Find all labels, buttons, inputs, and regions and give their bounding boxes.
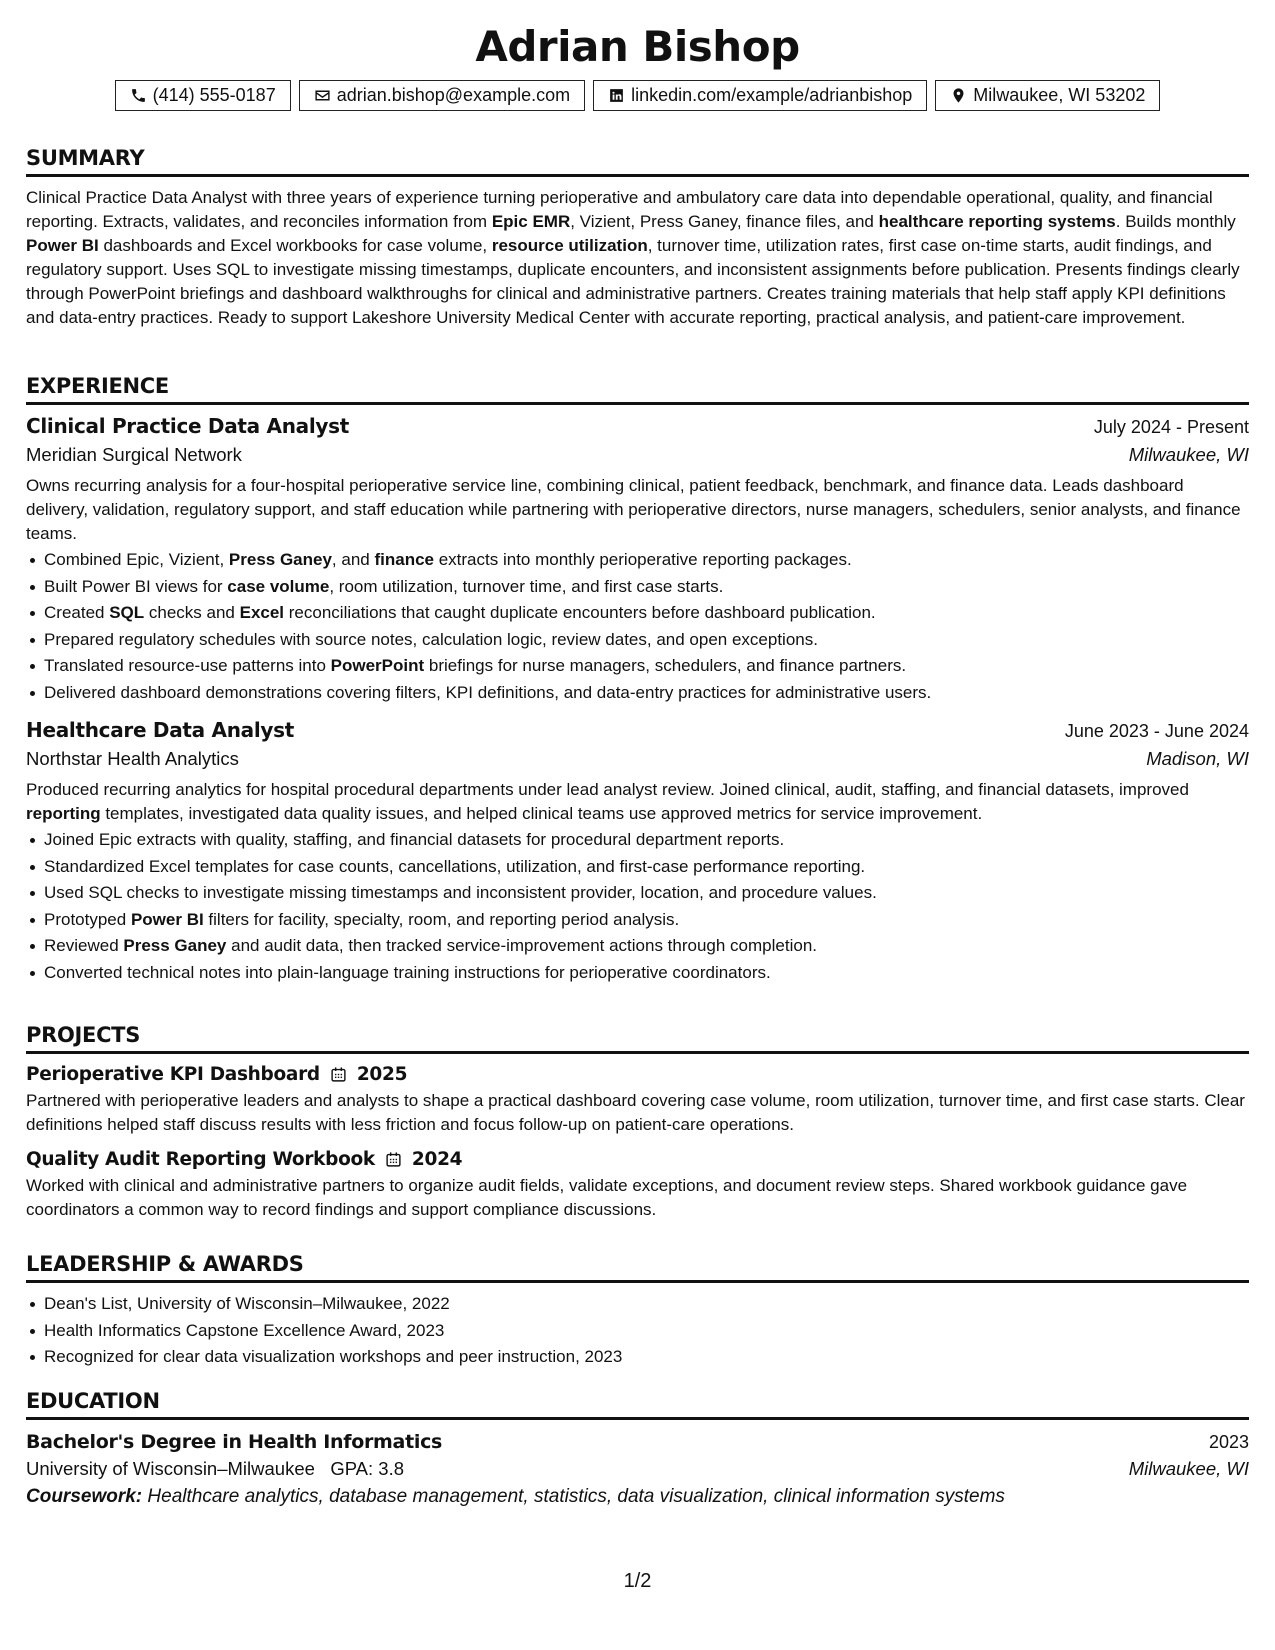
contact-phone (115, 80, 291, 111)
map-pin-icon (950, 87, 967, 104)
award-item: Health Informatics Capstone Excellence Award, 2023 (26, 1318, 1249, 1345)
bullet-item: Prototyped Power BI filters for facility, specialty, room, and reporting period analysis. (26, 907, 1249, 934)
school-name: University of Wisconsin–Milwaukee (26, 1458, 315, 1479)
contact-linkedin[interactable] (593, 80, 927, 111)
bold-term: finance (374, 550, 434, 569)
project-name: Perioperative KPI Dashboard (26, 1064, 320, 1085)
bullet-item: Translated resource-use patterns into PowerPoint briefings for nurse managers, schedulers, and finance partners. (26, 653, 1249, 680)
linkedin-icon (608, 87, 625, 104)
phone-icon (130, 87, 147, 104)
section-title-experience: EXPERIENCE (26, 374, 1249, 405)
bold-term: reporting (26, 804, 101, 823)
section-title-leadership: LEADERSHIP & AWARDS (26, 1252, 1249, 1283)
bullet-item: Built Power BI views for case volume, room utilization, turnover time, and first case starts. (26, 574, 1249, 601)
leadership-section (26, 1252, 1249, 1371)
bold-term: case volume (227, 576, 330, 596)
job-company: Northstar Health Analytics (26, 748, 239, 769)
gpa: GPA: 3.8 (330, 1458, 405, 1479)
contact-bar (0, 80, 1275, 111)
degree-title: Bachelor's Degree in Health Informatics (26, 1431, 443, 1453)
section-title-education: EDUCATION (26, 1389, 1249, 1420)
projects-section (26, 1023, 1249, 1222)
job-dates: July 2024 - Present (1093, 417, 1249, 437)
education-section (26, 1389, 1249, 1508)
bullet-item: Prepared regulatory schedules with source notes, calculation logic, review dates, and open exceptions. (26, 627, 1249, 654)
coursework-label: Coursework: (26, 1486, 143, 1507)
job-entry (26, 414, 1249, 706)
project-description: Partnered with perioperative leaders and analysts to shape a practical dashboard covering case volume, room utilization, turnover time, and first case starts. Clear definitions helped staff discuss results with less friction and focus follow-up on patient-care operations. (26, 1091, 1245, 1134)
job-title: Healthcare Data Analyst (26, 718, 294, 742)
coursework-line (26, 1486, 1249, 1508)
summary-section (26, 146, 1249, 330)
bullet-item: Delivered dashboard demonstrations covering filters, KPI definitions, and data-entry practices for administrative users. (26, 680, 1249, 707)
bullet-item: Converted technical notes into plain-language training instructions for perioperative coordinators. (26, 960, 1249, 987)
envelope-icon (314, 87, 331, 104)
summary-text: Clinical Practice Data Analyst with three years of experience turning perioperative and ambulatory care data into dependable operational, quality, and financial reporting. Extracts, validates, and reconciles information from Epic EMR, Vizient, Press Ganey, finance files, and healthcare reporting systems. Builds monthly Power BI dashboards and Excel workbooks for case volume, resource utilization, turnover time, utilization rates, first case on-time starts, audit findings, and regulatory support. Uses SQL to investigate missing timestamps, duplicate encounters, and inconsistent assignments before publication. Presents findings clearly through PowerPoint briefings and dashboard walkthroughs for clinical and administrative partners. Creates training materials that help staff apply KPI definitions and data-entry practices. Ready to support Lakeshore University Medical Center with accurate reporting, practical analysis, and patient-care improvement. (26, 188, 1240, 327)
bullet-item: Standardized Excel templates for case counts, cancellations, utilization, and first-case performance reporting. (26, 854, 1249, 881)
project-year: 2025 (356, 1064, 408, 1085)
project-year: 2024 (411, 1149, 463, 1170)
graduation-year: 2023 (1208, 1432, 1249, 1452)
job-title: Clinical Practice Data Analyst (26, 414, 350, 438)
bold-term: Power BI (130, 909, 204, 929)
project-entry (26, 1064, 1249, 1137)
job-location: Milwaukee, WI (1128, 444, 1249, 465)
project-entry (26, 1149, 1249, 1222)
bold-term: Power BI (26, 236, 99, 255)
project-description: Worked with clinical and administrative partners to organize audit fields, validate exceptions, and document review steps. Shared workbook guidance gave coordinators a common way to record findings and support compliance discussions. (26, 1176, 1188, 1219)
project-name: Quality Audit Reporting Workbook (26, 1149, 375, 1170)
page-number: 1/2 (623, 1570, 652, 1592)
bold-term: Press Ganey (123, 936, 227, 955)
job-dates: June 2023 - June 2024 (1064, 721, 1249, 741)
section-title-summary: SUMMARY (26, 146, 1249, 177)
award-item: Recognized for clear data visualization workshops and peer instruction, 2023 (26, 1344, 1249, 1371)
bold-term: PowerPoint (330, 656, 425, 675)
bold-term: healthcare reporting systems (878, 212, 1116, 231)
job-bullets (26, 547, 1249, 706)
contact-email-text: adrian.bishop@example.com (336, 85, 571, 105)
job-location: Madison, WI (1146, 748, 1249, 769)
bullet-item: Joined Epic extracts with quality, staffing, and financial datasets for procedural department reports. (26, 827, 1249, 854)
job-description: Owns recurring analysis for a four-hospital perioperative service line, combining clinical, patient feedback, benchmark, and finance data. Leads dashboard delivery, validation, regulatory support, and staff education while partnering with perioperative directors, nurse managers, schedulers, senior analysts, and finance teams. (26, 476, 1241, 543)
coursework-text: Healthcare analytics, database management, statistics, data visualization, clinical information systems (147, 1486, 1005, 1507)
bold-term: SQL (109, 603, 145, 622)
bold-term: resource utilization (491, 236, 648, 255)
bold-term: Epic EMR (491, 212, 571, 231)
contact-email[interactable] (299, 80, 585, 111)
contact-location (935, 80, 1160, 111)
contact-linkedin-text: linkedin.com/example/adrianbishop (631, 85, 913, 105)
bullet-item: Combined Epic, Vizient, Press Ganey, and finance extracts into monthly perioperative reporting packages. (26, 547, 1249, 574)
bullet-item: Reviewed Press Ganey and audit data, then tracked service-improvement actions through completion. (26, 933, 1249, 960)
experience-section (26, 374, 1249, 986)
calendar-icon (330, 1066, 347, 1083)
calendar-icon (385, 1151, 402, 1168)
school-location: Milwaukee, WI (1128, 1458, 1249, 1479)
bullet-item: Used SQL checks to investigate missing timestamps and inconsistent provider, location, and procedure values. (26, 880, 1249, 907)
job-company: Meridian Surgical Network (26, 444, 242, 465)
school-line (26, 1458, 404, 1480)
candidate-name: Adrian Bishop (475, 22, 800, 71)
job-entry (26, 718, 1249, 986)
bullet-item: Created SQL checks and Excel reconciliations that caught duplicate encounters before dashboard publication. (26, 600, 1249, 627)
job-bullets (26, 827, 1249, 986)
contact-location-text: Milwaukee, WI 53202 (973, 85, 1146, 105)
bold-term: Press Ganey (228, 550, 332, 569)
bold-term: Excel (239, 603, 285, 622)
contact-phone-text: (414) 555-0187 (152, 85, 276, 105)
award-list (26, 1291, 1249, 1371)
section-title-projects: PROJECTS (26, 1023, 1249, 1054)
award-item: Dean's List, University of Wisconsin–Milwaukee, 2022 (26, 1291, 1249, 1318)
job-description: Produced recurring analytics for hospital procedural departments under lead analyst review. Joined clinical, audit, staffing, and financial datasets, improved reporting templates, investigated data quality issues, and helped clinical teams use approved metrics for service improvement. (26, 780, 1189, 823)
